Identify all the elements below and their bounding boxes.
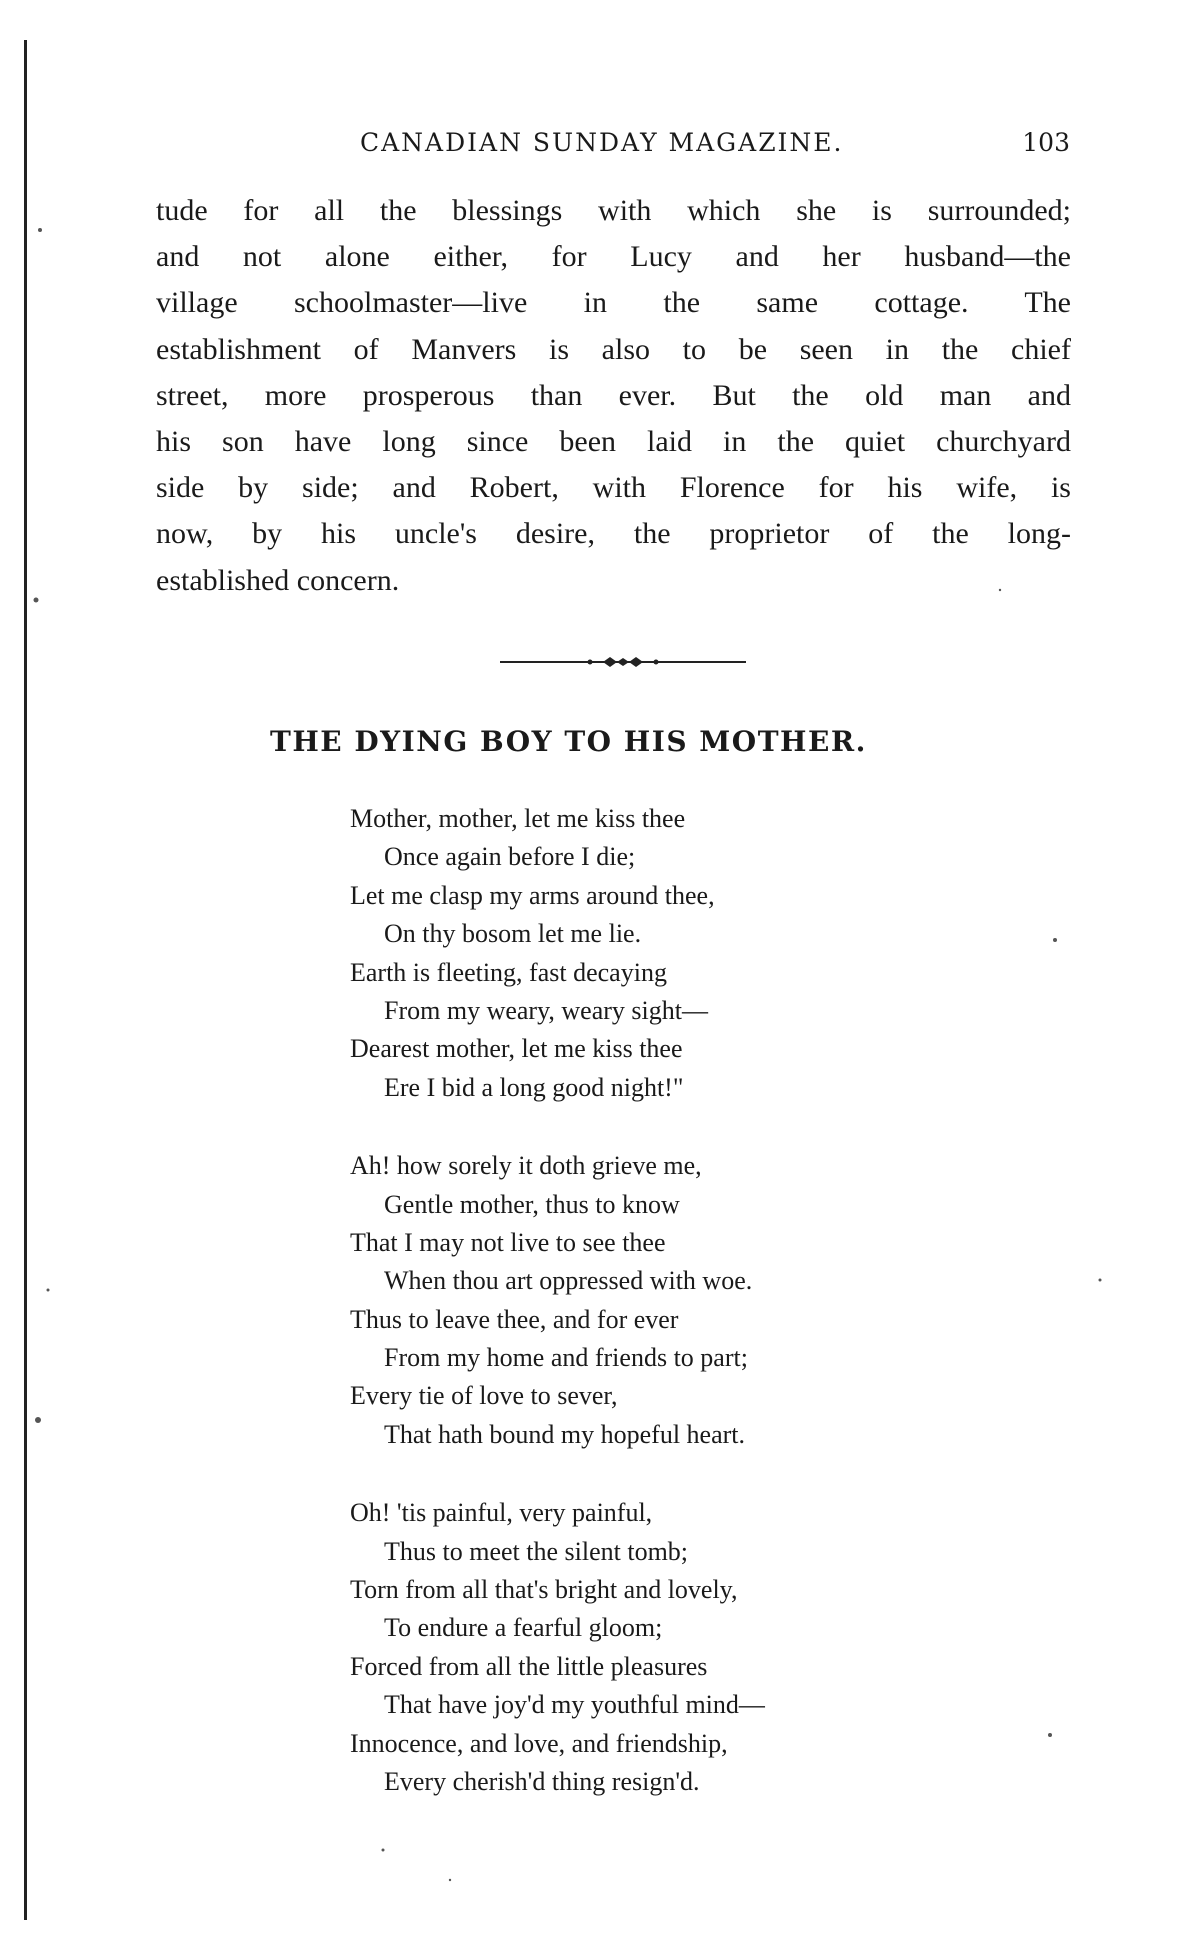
- prose-line: established concern.: [156, 563, 400, 597]
- poem-line: Ere I bid a long good night!": [384, 1072, 684, 1102]
- poem-line: On thy bosom let me lie.: [384, 919, 642, 949]
- poem-line: From my home and friends to part;: [384, 1343, 748, 1373]
- poem-title: THE DYING BOY TO HIS MOTHER.: [270, 725, 867, 758]
- prose-line: side by side; and Robert, with Florence for his wife, is: [156, 471, 1071, 505]
- poem-line: To endure a fearful gloom;: [384, 1613, 663, 1643]
- poem-line: Innocence, and love, and friendship,: [350, 1728, 728, 1758]
- prose-line: establishment of Manvers is also to be seen in the chief: [156, 332, 1071, 366]
- poem-line: Ah! how sorely it doth grieve me,: [350, 1151, 702, 1181]
- poem-line: Oh! 'tis painful, very painful,: [350, 1498, 653, 1528]
- prose-line: tude for all the blessings with which she is surrounded;: [156, 194, 1071, 227]
- prose-line: and not alone either, for Lucy and her husband—the: [156, 240, 1071, 274]
- poem-line: Torn from all that's bright and lovely,: [350, 1575, 738, 1605]
- poem-line: Let me clasp my arms around thee,: [350, 880, 715, 910]
- poem-line: Mother, mother, let me kiss thee: [350, 804, 686, 833]
- poem-line: Gentle mother, thus to know: [384, 1189, 680, 1219]
- poem-line: When thou art oppressed with woe.: [384, 1266, 753, 1296]
- prose-line: village schoolmaster—live in the same cottage. The: [156, 286, 1071, 320]
- poem-line: Forced from all the little pleasures: [350, 1651, 708, 1681]
- prose-line: his son have long since been laid in the quiet churchyard: [156, 425, 1071, 459]
- poem-line: Earth is fleeting, fast decaying: [350, 957, 667, 987]
- poem-line: That I may not live to see thee: [350, 1227, 666, 1257]
- poem-line: Thus to leave thee, and for ever: [350, 1304, 679, 1334]
- poem-line: That have joy'd my youthful mind—: [384, 1690, 765, 1720]
- poem-line: That hath bound my hopeful heart.: [384, 1419, 746, 1449]
- prose-line: street, more prosperous than ever. But the old man and: [156, 378, 1071, 412]
- poem-line: Every tie of love to sever,: [350, 1381, 618, 1411]
- poem-line: Dearest mother, let me kiss thee: [350, 1034, 683, 1064]
- poem-line: From my weary, weary sight—: [384, 995, 708, 1025]
- prose-line: now, by his uncle's desire, the proprietor of the long-: [156, 517, 1071, 551]
- poem-line: Once again before I die;: [384, 842, 636, 872]
- running-title: CANADIAN SUNDAY MAGAZINE.: [360, 128, 844, 157]
- poem-line: Every cherish'd thing resign'd.: [384, 1766, 700, 1796]
- poem-line: Thus to meet the silent tomb;: [384, 1536, 689, 1566]
- page-number: 103: [1022, 128, 1070, 157]
